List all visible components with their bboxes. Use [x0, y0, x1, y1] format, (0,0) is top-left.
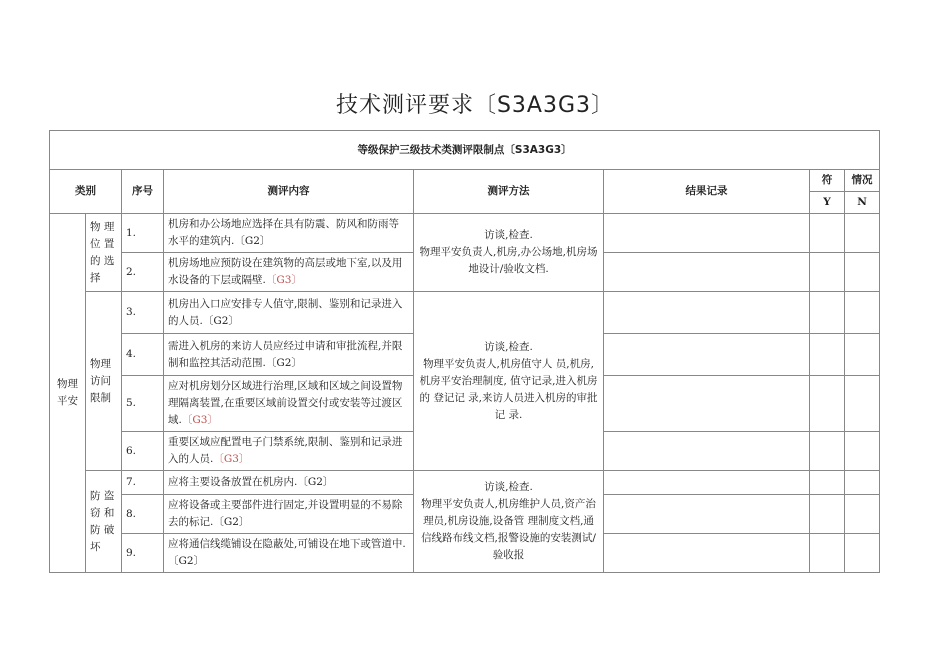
subcategory-line: 物 理	[90, 220, 115, 233]
grade-tag: 〔G2〕	[202, 314, 239, 327]
conform-n-cell[interactable]	[845, 214, 880, 253]
conform-n-cell[interactable]	[845, 253, 880, 292]
item-index: 9.	[122, 534, 164, 573]
item-index: 2.	[122, 253, 164, 292]
header-content: 测评内容	[164, 170, 414, 214]
subcategory-line: 位 置	[90, 237, 115, 250]
header-index: 序号	[122, 170, 164, 214]
method-text: 物理平安负责人,机房维护人员,资产治理员,机房设施,设备管 理制度文档,通信线路布线文档,报警设施的安装测试/验收报	[421, 498, 596, 561]
document-title: 技术测评要求〔S3A3G3〕	[335, 93, 615, 118]
item-content	[164, 534, 414, 573]
header-record: 结果记录	[604, 170, 810, 214]
conform-n-cell[interactable]	[845, 534, 880, 573]
result-record-cell[interactable]	[604, 534, 810, 573]
conform-y-cell[interactable]	[810, 214, 845, 253]
header-n: N	[845, 192, 880, 214]
subcategory-line: 限制	[90, 391, 111, 404]
item-index: 6.	[122, 432, 164, 471]
item-text: 应对机房划分区域进行治理,区域和区域之间设置物理隔离装置,在重要区域前设置交付或安装等过渡区域.	[168, 380, 403, 426]
table-row	[50, 214, 880, 253]
header-category: 类别	[50, 170, 122, 214]
grade-tag: 〔G3〕	[213, 453, 250, 465]
subcategory-line: 防 盗	[90, 489, 115, 502]
item-index: 4.	[122, 334, 164, 376]
item-text: 机房出入口应安排专人值守,限制、鉴别和记录进入的人员.	[168, 297, 403, 327]
item-text: 机房场地应预防设在建筑物的高层或地下室,以及用水设备的下层或隔壁.	[168, 257, 403, 286]
result-record-cell[interactable]	[604, 214, 810, 253]
method-text: 访谈,检查.	[484, 481, 533, 493]
item-index: 1.	[122, 214, 164, 253]
conform-n-cell[interactable]	[845, 292, 880, 334]
header-y: Y	[810, 192, 845, 214]
conform-y-cell[interactable]	[810, 432, 845, 471]
table-caption: 等级保护三级技术类测评限制点〔S3A3G3〕	[50, 131, 880, 170]
result-record-cell[interactable]	[604, 376, 810, 432]
subcategory-line: 的 选	[90, 254, 115, 267]
conform-n-cell[interactable]	[845, 495, 880, 534]
method-text: 访谈,检查.	[484, 340, 533, 353]
item-index: 5.	[122, 376, 164, 432]
grade-tag: 〔G2〕	[265, 356, 302, 369]
header-method: 测评方法	[414, 170, 604, 214]
conform-n-cell[interactable]	[845, 432, 880, 471]
subcategory-cell	[86, 214, 122, 292]
result-record-cell[interactable]	[604, 432, 810, 471]
grade-tag: 〔G2〕	[297, 476, 334, 488]
method-cell	[414, 214, 604, 292]
grade-tag: 〔G2〕	[234, 235, 271, 247]
result-record-cell[interactable]	[604, 292, 810, 334]
table-row	[50, 471, 880, 495]
subcategory-cell	[86, 292, 122, 471]
item-text: 应将设备或主要部件进行固定,并设置明显的不易除去的标记.	[168, 499, 403, 528]
conform-y-cell[interactable]	[810, 334, 845, 376]
method-cell	[414, 292, 604, 471]
header-situation: 情况	[845, 170, 880, 192]
item-content	[164, 253, 414, 292]
subcategory-line: 防 破	[90, 523, 115, 536]
method-text: 物理平安负责人,机房,办公场地,机房场地设计/验收文档.	[419, 246, 598, 275]
conform-y-cell[interactable]	[810, 534, 845, 573]
item-text: 应将通信线缆铺设在隐蔽处,可铺设在地下或管道中.	[168, 538, 406, 550]
method-text: 访谈,检查.	[484, 229, 533, 241]
subcategory-cell	[86, 471, 122, 573]
category-cell: 物理平安	[50, 214, 86, 573]
item-content	[164, 334, 414, 376]
table-row	[50, 292, 880, 334]
result-record-cell[interactable]	[604, 253, 810, 292]
item-index: 7.	[122, 471, 164, 495]
grade-tag: 〔G2〕	[213, 516, 250, 528]
conform-y-cell[interactable]	[810, 376, 845, 432]
result-record-cell[interactable]	[604, 471, 810, 495]
conform-n-cell[interactable]	[845, 376, 880, 432]
method-cell	[414, 471, 604, 573]
grade-tag: 〔G3〕	[181, 414, 218, 426]
method-text: 物理平安负责人,机房值守人 员,机房,机房平安治理制度, 值守记录,进入机房的 登记记 录,来访人员进入机房的审批记 录.	[419, 357, 598, 421]
result-record-cell[interactable]	[604, 334, 810, 376]
item-content	[164, 214, 414, 253]
item-index: 8.	[122, 495, 164, 534]
subcategory-line: 窃 和	[90, 506, 115, 519]
item-text: 重要区域应配置电子门禁系统,限制、鉴别和记录进入的人员.	[168, 436, 403, 465]
item-content	[164, 376, 414, 432]
conform-n-cell[interactable]	[845, 471, 880, 495]
subcategory-line: 物理	[90, 357, 111, 370]
subcategory-line: 访问	[90, 374, 111, 387]
subcategory-line: 择	[90, 271, 101, 284]
result-record-cell[interactable]	[604, 495, 810, 534]
subcategory-line: 坏	[90, 540, 101, 553]
grade-tag: 〔G3〕	[265, 274, 302, 286]
header-conform: 符	[810, 170, 845, 192]
item-content	[164, 471, 414, 495]
conform-y-cell[interactable]	[810, 253, 845, 292]
conform-y-cell[interactable]	[810, 495, 845, 534]
conform-y-cell[interactable]	[810, 292, 845, 334]
item-text: 应将主要设备放置在机房内.	[168, 476, 298, 488]
item-content	[164, 432, 414, 471]
conform-y-cell[interactable]	[810, 471, 845, 495]
conform-n-cell[interactable]	[845, 334, 880, 376]
item-text: 机房和办公场地应选择在具有防震、防风和防雨等水平的建筑内.	[168, 218, 399, 247]
item-content	[164, 495, 414, 534]
evaluation-table	[49, 130, 880, 573]
item-index: 3.	[122, 292, 164, 334]
item-content	[164, 292, 414, 334]
grade-tag: 〔G2〕	[168, 555, 205, 567]
item-text: 需进入机房的来访人员应经过申请和审批流程,并限制和监控其活动范围.	[168, 339, 403, 369]
